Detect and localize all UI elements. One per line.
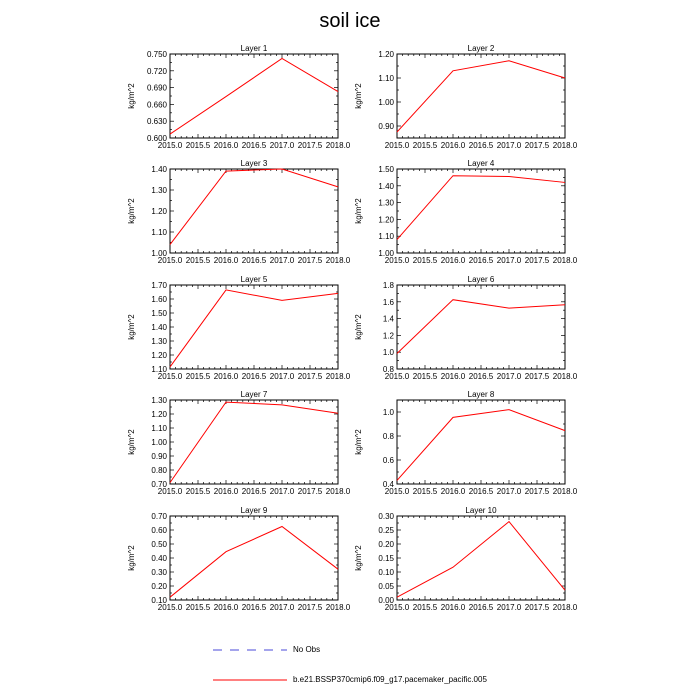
x-tick-label: 2015.0 — [157, 487, 183, 496]
series-line-model — [170, 402, 338, 483]
x-tick-label: 2017.0 — [496, 141, 522, 150]
x-tick-label: 2016.0 — [440, 141, 466, 150]
y-tick-label: 1.00 — [378, 98, 394, 107]
x-tick-label: 2015.0 — [384, 372, 410, 381]
y-tick-label: 1.2 — [382, 331, 394, 341]
y-tick-label: 0.4 — [382, 480, 394, 489]
x-tick-label: 2016.0 — [213, 256, 239, 265]
series-line-model — [397, 176, 565, 240]
y-tick-label: 1.20 — [151, 410, 167, 419]
chart-panel-5 — [127, 275, 351, 381]
y-tick-label: 1.00 — [151, 249, 167, 258]
chart-panel-3 — [127, 159, 351, 265]
x-tick-label: 2015.0 — [157, 256, 183, 265]
x-tick-label: 2018.0 — [552, 141, 578, 150]
panel-title: Layer 6 — [467, 275, 495, 284]
x-tick-label: 2016.0 — [440, 487, 466, 496]
series-line-model — [170, 527, 338, 598]
chart-panel-8 — [354, 390, 578, 496]
series-line-model — [170, 290, 338, 367]
x-tick-label: 2017.0 — [269, 487, 295, 496]
series-line-model — [397, 61, 565, 132]
y-tick-label: 1.30 — [378, 198, 394, 208]
y-axis-label: kg/m^2 — [127, 545, 136, 571]
y-axis-label: kg/m^2 — [127, 314, 136, 340]
plot-frame — [397, 54, 565, 138]
x-tick-label: 2017.5 — [297, 256, 323, 265]
y-tick-label: 1.00 — [151, 438, 167, 447]
series-line-model — [397, 410, 565, 481]
x-tick-label: 2015.0 — [384, 603, 410, 612]
x-tick-label: 2018.0 — [552, 487, 578, 496]
plot-frame — [170, 54, 338, 138]
y-tick-label: 0.8 — [382, 365, 394, 374]
x-tick-label: 2016.0 — [213, 487, 239, 496]
x-tick-label: 2017.5 — [524, 487, 550, 496]
x-tick-label: 2017.5 — [524, 603, 550, 612]
x-tick-label: 2015.5 — [412, 141, 438, 150]
y-tick-label: 0.20 — [151, 582, 167, 591]
y-axis-label: kg/m^2 — [354, 198, 363, 224]
x-tick-label: 2015.5 — [412, 603, 438, 612]
y-tick-label: 1.40 — [378, 181, 394, 191]
x-tick-label: 2016.0 — [440, 256, 466, 265]
chart-panel-9 — [127, 506, 351, 612]
y-tick-label: 1.0 — [382, 348, 394, 358]
plot-frame — [170, 400, 338, 484]
x-tick-label: 2016.0 — [213, 603, 239, 612]
y-tick-label: 1.00 — [378, 249, 394, 258]
panel-title: Layer 9 — [240, 506, 268, 515]
y-tick-label: 0.90 — [378, 122, 394, 131]
y-tick-label: 0.60 — [151, 526, 167, 535]
x-tick-label: 2015.5 — [185, 256, 211, 265]
panel-title: Layer 2 — [467, 44, 495, 53]
chart-panel-2 — [354, 44, 578, 150]
x-tick-label: 2016.5 — [468, 487, 494, 496]
panel-title: Layer 1 — [240, 44, 268, 53]
y-axis-label: kg/m^2 — [354, 83, 363, 109]
y-axis-label: kg/m^2 — [354, 429, 363, 455]
legend-label-model: b.e21.BSSP370cmip6.f09_g17.pacemaker_pacific.005 — [293, 675, 487, 684]
y-tick-label: 1.30 — [151, 396, 167, 405]
plot-frame — [397, 285, 565, 369]
x-tick-label: 2016.5 — [241, 603, 267, 612]
figure-title: soil ice — [319, 10, 381, 32]
x-tick-label: 2016.5 — [241, 256, 267, 265]
y-tick-label: 0.750 — [146, 50, 167, 59]
y-tick-label: 0.660 — [146, 100, 167, 110]
chart-panel-1 — [127, 44, 351, 150]
x-tick-label: 2016.0 — [440, 372, 466, 381]
y-axis-label: kg/m^2 — [127, 429, 136, 455]
y-tick-label: 1.60 — [151, 295, 167, 304]
y-tick-label: 1.20 — [378, 215, 394, 225]
x-tick-label: 2018.0 — [552, 603, 578, 612]
x-tick-label: 2015.5 — [185, 372, 211, 381]
panel-title: Layer 8 — [467, 390, 495, 399]
chart-panel-6 — [354, 275, 578, 381]
y-tick-label: 1.10 — [151, 424, 167, 433]
panel-title: Layer 7 — [240, 390, 268, 399]
y-tick-label: 0.8 — [382, 432, 394, 441]
panel-title: Layer 10 — [465, 506, 497, 515]
y-tick-label: 0.90 — [151, 452, 167, 461]
y-axis-label: kg/m^2 — [354, 545, 363, 571]
y-tick-label: 1.10 — [151, 228, 167, 237]
y-tick-label: 0.10 — [151, 596, 167, 605]
x-tick-label: 2017.5 — [297, 372, 323, 381]
x-tick-label: 2018.0 — [325, 603, 351, 612]
x-tick-label: 2017.0 — [269, 141, 295, 150]
series-line-model — [397, 300, 565, 354]
panel-title: Layer 3 — [240, 159, 268, 168]
x-tick-label: 2017.0 — [269, 256, 295, 265]
x-tick-label: 2017.0 — [269, 603, 295, 612]
y-tick-label: 1.40 — [151, 165, 167, 174]
x-tick-label: 2018.0 — [552, 372, 578, 381]
y-axis-label: kg/m^2 — [127, 83, 136, 109]
y-tick-label: 0.25 — [378, 526, 394, 535]
x-tick-label: 2016.5 — [241, 487, 267, 496]
y-tick-label: 1.30 — [151, 186, 167, 195]
y-tick-label: 0.00 — [378, 596, 394, 605]
y-tick-label: 0.70 — [151, 480, 167, 489]
y-tick-label: 1.20 — [378, 50, 394, 59]
x-tick-label: 2015.0 — [157, 603, 183, 612]
x-tick-label: 2017.5 — [524, 256, 550, 265]
x-tick-label: 2016.5 — [241, 372, 267, 381]
x-tick-label: 2016.0 — [440, 603, 466, 612]
x-tick-label: 2017.0 — [496, 487, 522, 496]
x-tick-label: 2015.5 — [185, 603, 211, 612]
chart-panel-10 — [354, 506, 578, 612]
y-tick-label: 0.15 — [378, 554, 394, 563]
y-tick-label: 0.50 — [151, 540, 167, 549]
x-tick-label: 2015.5 — [185, 141, 211, 150]
x-tick-label: 2017.0 — [496, 603, 522, 612]
plot-frame — [397, 516, 565, 600]
y-tick-label: 0.10 — [378, 568, 394, 577]
x-tick-label: 2017.5 — [524, 141, 550, 150]
x-tick-label: 2017.5 — [297, 487, 323, 496]
y-tick-label: 1.20 — [151, 351, 167, 360]
y-axis-label: kg/m^2 — [354, 314, 363, 340]
series-line-model — [170, 58, 338, 134]
x-tick-label: 2017.0 — [496, 256, 522, 265]
y-tick-label: 1.30 — [151, 337, 167, 346]
x-tick-label: 2015.0 — [157, 141, 183, 150]
panel-title: Layer 4 — [467, 159, 495, 168]
plot-frame — [397, 400, 565, 484]
y-tick-label: 0.30 — [151, 568, 167, 577]
y-tick-label: 1.50 — [378, 165, 394, 174]
y-tick-label: 0.6 — [382, 456, 394, 465]
x-tick-label: 2016.5 — [468, 603, 494, 612]
chart-panel-4 — [354, 159, 578, 265]
y-tick-label: 1.70 — [151, 281, 167, 290]
x-tick-label: 2016.0 — [213, 372, 239, 381]
y-tick-label: 1.10 — [378, 232, 394, 242]
y-tick-label: 1.40 — [151, 323, 167, 332]
x-tick-label: 2016.5 — [241, 141, 267, 150]
x-tick-label: 2016.5 — [468, 141, 494, 150]
y-axis-label: kg/m^2 — [127, 198, 136, 224]
x-tick-label: 2017.5 — [297, 141, 323, 150]
y-tick-label: 1.4 — [382, 314, 394, 324]
plot-frame — [170, 516, 338, 600]
series-line-model — [170, 169, 338, 245]
x-tick-label: 2017.0 — [496, 372, 522, 381]
x-tick-label: 2015.5 — [412, 372, 438, 381]
y-tick-label: 1.10 — [378, 74, 394, 83]
y-tick-label: 0.690 — [146, 83, 167, 93]
x-tick-label: 2018.0 — [325, 256, 351, 265]
x-tick-label: 2015.5 — [412, 487, 438, 496]
series-line-model — [397, 522, 565, 598]
y-tick-label: 0.720 — [146, 66, 167, 76]
y-tick-label: 0.600 — [146, 134, 167, 143]
x-tick-label: 2018.0 — [325, 141, 351, 150]
x-tick-label: 2018.0 — [552, 256, 578, 265]
x-tick-label: 2015.0 — [157, 372, 183, 381]
legend-label-obs: No Obs — [293, 645, 321, 654]
y-tick-label: 0.05 — [378, 582, 394, 591]
x-tick-label: 2015.5 — [185, 487, 211, 496]
plot-frame — [170, 285, 338, 369]
x-tick-label: 2018.0 — [325, 487, 351, 496]
chart-panel-7 — [127, 390, 351, 496]
y-tick-label: 0.40 — [151, 554, 167, 563]
y-tick-label: 0.80 — [151, 466, 167, 475]
x-tick-label: 2016.5 — [468, 372, 494, 381]
y-tick-label: 1.0 — [382, 408, 394, 417]
panel-title: Layer 5 — [240, 275, 268, 284]
y-tick-label: 0.20 — [378, 540, 394, 549]
x-tick-label: 2016.5 — [468, 256, 494, 265]
y-tick-label: 1.20 — [151, 207, 167, 216]
x-tick-label: 2017.0 — [269, 372, 295, 381]
y-tick-label: 1.10 — [151, 365, 167, 374]
y-tick-label: 1.6 — [382, 297, 394, 307]
x-tick-label: 2015.0 — [384, 487, 410, 496]
y-tick-label: 0.630 — [146, 117, 167, 127]
x-tick-label: 2015.0 — [384, 141, 410, 150]
x-tick-label: 2018.0 — [325, 372, 351, 381]
y-tick-label: 1.50 — [151, 309, 167, 318]
x-tick-label: 2015.5 — [412, 256, 438, 265]
x-tick-label: 2017.5 — [524, 372, 550, 381]
y-tick-label: 0.70 — [151, 512, 167, 521]
x-tick-label: 2016.0 — [213, 141, 239, 150]
x-tick-label: 2017.5 — [297, 603, 323, 612]
x-tick-label: 2015.0 — [384, 256, 410, 265]
y-tick-label: 0.30 — [378, 512, 394, 521]
y-tick-label: 1.8 — [382, 281, 394, 290]
